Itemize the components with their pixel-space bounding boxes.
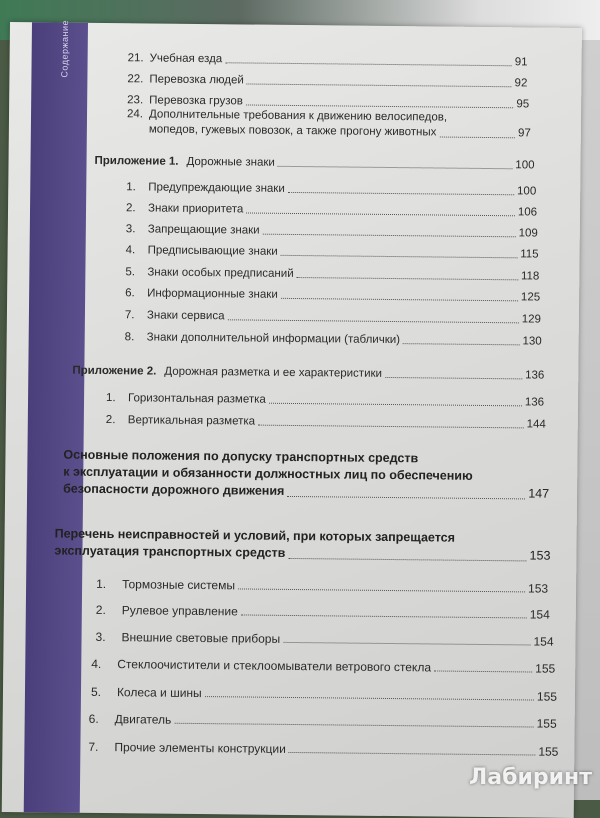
leader-dots — [281, 255, 518, 258]
side-band-label: Содержание — [59, 19, 71, 78]
section-heading-admission: Основные положения по допуску транспортных средств к эксплуатации и обязанности должностных лиц по обеспечению безопасности дорожного движения 147 — [63, 447, 550, 501]
leader-dots — [174, 723, 533, 728]
page-side-band — [24, 19, 88, 813]
leader-dots — [247, 83, 512, 87]
leader-dots — [385, 377, 522, 379]
leader-dots — [288, 192, 514, 195]
leader-dots — [225, 62, 512, 66]
leader-dots — [281, 298, 518, 301]
appendix-1-item: 3. Запрещающие знаки 109 — [125, 223, 538, 240]
book-page — [2, 19, 582, 818]
appendix-1-item: 7. Знаки сервиса 129 — [124, 309, 541, 326]
leader-dots — [241, 614, 527, 618]
leader-dots — [289, 752, 535, 756]
toc-entry-23: 23. Перевозка грузов 95 — [127, 94, 530, 111]
leader-dots — [246, 104, 513, 108]
toc-entry-24: 24. Дополнительные требования к движению велосипедов, мопедов, гужевых повозок, а также прогону животных 97 — [126, 108, 531, 140]
leader-dots — [246, 212, 515, 216]
faults-item: 7. Прочие элементы конструкции 155 — [88, 739, 559, 759]
leader-dots — [205, 696, 534, 700]
faults-item: 6. Двигатель 155 — [88, 711, 557, 731]
appendix-1-item: 6. Информационные знаки 125 — [125, 287, 541, 304]
leader-dots — [238, 588, 525, 592]
appendix-1-item: 8. Знаки дополнительной информации (таблички) 130 — [124, 331, 542, 348]
leader-dots — [283, 642, 530, 646]
appendix-2-item: 1. Горизонтальная разметка 136 — [106, 392, 545, 409]
appendix-2-heading: Приложение 2. Дорожная разметка и ее характеристики 136 — [72, 364, 545, 382]
leader-dots — [278, 166, 512, 169]
leader-dots — [258, 425, 524, 429]
appendix-2-item: 2. Вертикальная разметка 144 — [105, 414, 546, 431]
faults-item: 5. Колеса и шины 155 — [90, 684, 558, 704]
toc-entry-21: 21. Учебная езда 91 — [127, 52, 528, 69]
leader-dots — [297, 277, 518, 280]
appendix-1-item: 4. Предписывающие знаки 115 — [125, 244, 539, 261]
toc-entry-22: 22. Перевозка людей 92 — [127, 73, 528, 90]
leader-dots — [288, 558, 526, 561]
leader-dots — [434, 670, 532, 672]
faults-item: 2. Рулевое управление 154 — [95, 602, 550, 622]
leader-dots — [263, 234, 516, 238]
appendix-1-item: 1. Предупреждающие знаки 100 — [126, 181, 537, 198]
faults-item: 1. Тормозные системы 153 — [96, 576, 549, 596]
leader-dots — [403, 343, 519, 345]
faults-item: 3. Внешние световые приборы 154 — [95, 629, 554, 649]
leader-dots — [269, 403, 522, 407]
appendix-1-item: 5. Знаки особых предписаний 118 — [125, 266, 540, 283]
leader-dots — [287, 496, 525, 499]
leader-dots — [439, 137, 515, 139]
faults-item: 4. Стеклоочистители и стеклоомыватели ветрового стекла 155 — [91, 656, 556, 676]
watermark-logo: Лабиринт — [468, 765, 592, 790]
appendix-1-heading: Приложение 1. Дорожные знаки 100 — [94, 154, 535, 172]
section-heading-faults: Перечень неисправностей и условий, при которых запрещается эксплуатация транспортных средств 153 — [54, 526, 551, 563]
leader-dots — [227, 319, 518, 323]
appendix-1-item: 2. Знаки приоритета 106 — [125, 202, 538, 219]
